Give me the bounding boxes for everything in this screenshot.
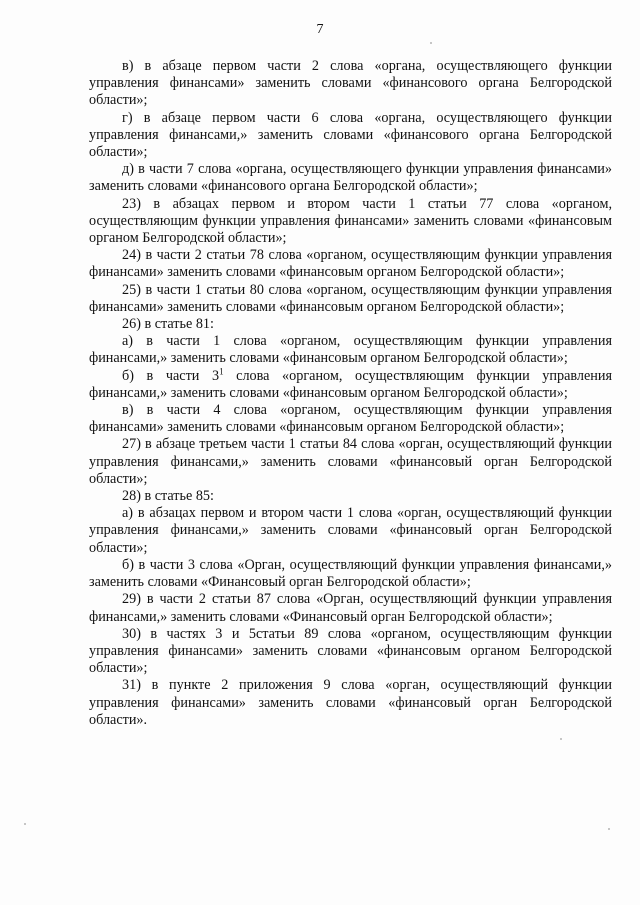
- paragraph-26b: [89, 365, 612, 402]
- paragraph-26v: в) в части 4 слова «органом, осуществляющим функции управления финансами» заменить словами «финансовым органом Белгородской области»;: [89, 402, 612, 436]
- paragraph-24: 24) в части 2 статьи 78 слова «органом, осуществляющим функции управления финансами» заменить словами «финансовым органом Белгородской области»;: [89, 247, 612, 281]
- paragraph-28b: б) в части 3 слова «Орган, осуществляющий функции управления финансами,» заменить словами «Финансовый орган Белгородской области»;: [89, 556, 612, 591]
- paragraph-23: 23) в абзацах первом и втором части 1 статьи 77 слова «органом, осуществляющим функции управления финансами» заменить словами «финансовым органом Белгородской области»;: [89, 195, 612, 247]
- paragraph-22d: д) в части 7 слова «органа, осуществляющего функции управления финансами» заменить словами «финансового органа Белгородской области»;: [89, 161, 612, 195]
- page-number: 7: [316, 22, 324, 37]
- superscript-index: 1: [219, 365, 224, 376]
- paragraph-31: 31) в пункте 2 приложения 9 слова «орган, осуществляющий функции управления финансами» заменить словами «финансовый орган Белгородской области».: [89, 677, 612, 728]
- paragraph-28-heading: 28) в статье 85:: [122, 488, 214, 505]
- paragraph-26b-end: слова «органом, осуществляющим функции управления финансами,» заменить словами «финансовым органом Белгородской области»;: [89, 367, 612, 401]
- paragraph-26-heading: 26) в статье 81:: [122, 316, 214, 333]
- scan-speck: [560, 738, 562, 740]
- paragraph-25: 25) в части 1 статьи 80 слова «органом, осуществляющим функции управления финансами» заменить словами «финансовым органом Белгородской области»;: [89, 281, 612, 315]
- paragraph-26a: а) в части 1 слова «органом, осуществляющим функции управления финансами,» заменить словами «финансовым органом Белгородской области»;: [89, 333, 612, 367]
- scan-speck: [24, 823, 26, 825]
- paragraph-30: 30) в частях 3 и 5статьи 89 слова «органом, осуществляющим функции управления финансами» заменить словами «финансовым органом Белгородской области»;: [89, 625, 612, 677]
- document-body: [89, 58, 612, 729]
- paragraph-29: 29) в части 2 статьи 87 слова «Орган, осуществляющий функции управления финансами,» заменить словами «Финансовый орган Белгородской области»;: [89, 591, 612, 625]
- paragraph-26b-start: б) в части 3: [122, 367, 220, 384]
- paragraph-22g: г) в абзаце первом части 6 слова «органа, осуществляющего функции управления финансами,» заменить словами «финансового органа Белгородской области»;: [89, 109, 612, 161]
- paragraph-22v: в) в абзаце первом части 2 слова «органа, осуществляющего функции управления финансами» заменить словами «финансового органа Белгородской области»;: [89, 58, 612, 109]
- scan-speck: [608, 828, 610, 830]
- paragraph-27: 27) в абзаце третьем части 1 статьи 84 слова «орган, осуществляющий функции управления финансами,» заменить словами «финансовый орган Белгородской области»;: [89, 436, 612, 487]
- paragraph-28a: а) в абзацах первом и втором части 1 слова «орган, осуществляющий функции управления финансами,» заменить словами «финансовый орган Белгородской области»;: [89, 505, 612, 556]
- scan-speck: [430, 42, 432, 44]
